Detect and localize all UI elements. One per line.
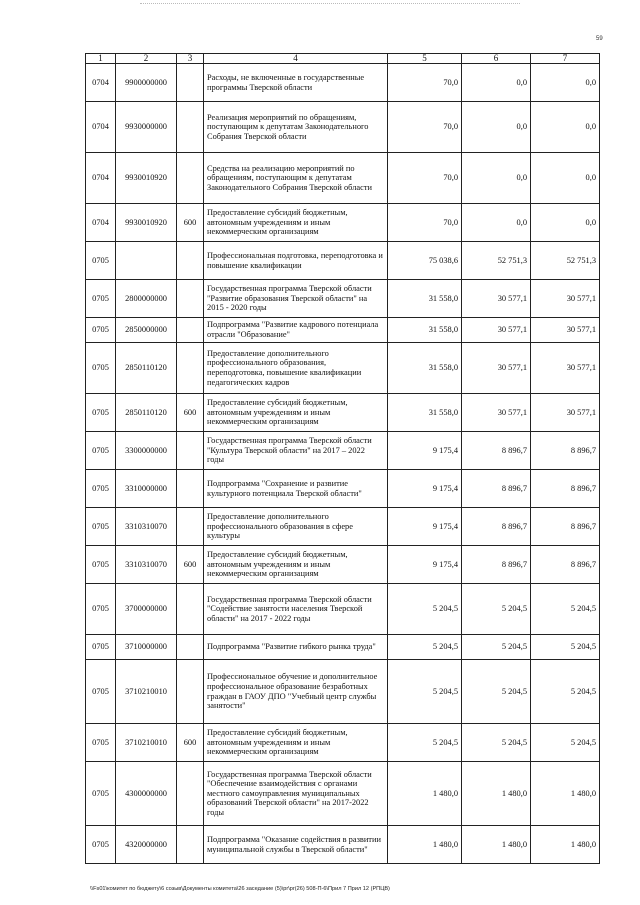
- header-row: [86, 54, 600, 64]
- value-6-cell: 5 204,5: [462, 724, 531, 762]
- col-header-7: 7: [531, 54, 600, 64]
- value-6-cell: 8 896,7: [462, 432, 531, 470]
- expense-type-cell: [177, 343, 204, 394]
- expense-type-cell: [177, 153, 204, 204]
- value-5-cell: 75 038,6: [388, 242, 462, 280]
- code-cell: 3310310070: [116, 546, 177, 584]
- file-path-footer: \\Fs01\комитет по бюджету\6 созыв\Документы комитета\26 заседание (5)\pr\pr(26) 508-П-6\Прил 7 Прил 12 (РПЦВ): [90, 886, 390, 892]
- expense-type-cell: [177, 635, 204, 660]
- expense-type-cell: [177, 762, 204, 826]
- value-7-cell: 8 896,7: [531, 432, 600, 470]
- name-cell: Предоставление субсидий бюджетным, автономным учреждениям и иным некоммерческим организациям: [204, 204, 388, 242]
- name-cell: Предоставление субсидий бюджетным, автономным учреждениям и иным некоммерческим организациям: [204, 546, 388, 584]
- table-row: [86, 204, 600, 242]
- value-7-cell: 5 204,5: [531, 584, 600, 635]
- code-cell: 3310310070: [116, 508, 177, 546]
- code-cell: 3710000000: [116, 635, 177, 660]
- section-cell: 0705: [86, 280, 116, 318]
- code-cell: 9900000000: [116, 64, 177, 102]
- name-cell: Подпрограмма "Сохранение и развитие культурного потенциала Тверской области": [204, 470, 388, 508]
- section-cell: 0704: [86, 204, 116, 242]
- value-5-cell: 31 558,0: [388, 318, 462, 343]
- name-cell: Предоставление субсидий бюджетным, автономным учреждениям и иным некоммерческим организациям: [204, 724, 388, 762]
- table-row: [86, 343, 600, 394]
- value-7-cell: 0,0: [531, 204, 600, 242]
- value-7-cell: 5 204,5: [531, 724, 600, 762]
- expense-type-cell: [177, 242, 204, 280]
- table-row: [86, 318, 600, 343]
- expense-type-cell: [177, 826, 204, 864]
- value-5-cell: 9 175,4: [388, 470, 462, 508]
- table-row: [86, 64, 600, 102]
- value-7-cell: 5 204,5: [531, 660, 600, 724]
- table-row: [86, 394, 600, 432]
- name-cell: Государственная программа Тверской области "Развитие образования Тверской области" на 2015 - 2020 годы: [204, 280, 388, 318]
- col-header-4: 4: [204, 54, 388, 64]
- section-cell: 0705: [86, 762, 116, 826]
- value-5-cell: 70,0: [388, 102, 462, 153]
- expense-type-cell: [177, 660, 204, 724]
- table-row: [86, 242, 600, 280]
- section-cell: 0705: [86, 724, 116, 762]
- name-cell: Средства на реализацию мероприятий по обращениям, поступающим к депутатам Законодательного Собрания Тверской области: [204, 153, 388, 204]
- expense-type-cell: 600: [177, 546, 204, 584]
- value-6-cell: 30 577,1: [462, 394, 531, 432]
- value-7-cell: 1 480,0: [531, 826, 600, 864]
- code-cell: 3300000000: [116, 432, 177, 470]
- value-5-cell: 70,0: [388, 64, 462, 102]
- table-row: [86, 724, 600, 762]
- value-7-cell: 5 204,5: [531, 635, 600, 660]
- expense-type-cell: [177, 470, 204, 508]
- value-7-cell: 8 896,7: [531, 470, 600, 508]
- code-cell: 9930010920: [116, 204, 177, 242]
- section-cell: 0704: [86, 64, 116, 102]
- value-6-cell: 8 896,7: [462, 546, 531, 584]
- value-6-cell: 30 577,1: [462, 318, 531, 343]
- table-row: [86, 153, 600, 204]
- table-row: [86, 280, 600, 318]
- value-6-cell: 30 577,1: [462, 343, 531, 394]
- page-number: 59: [596, 36, 603, 42]
- expense-type-cell: 600: [177, 724, 204, 762]
- col-header-3: 3: [177, 54, 204, 64]
- value-7-cell: 52 751,3: [531, 242, 600, 280]
- section-cell: 0705: [86, 826, 116, 864]
- code-cell: 3710210010: [116, 724, 177, 762]
- value-7-cell: 8 896,7: [531, 546, 600, 584]
- value-6-cell: 0,0: [462, 204, 531, 242]
- value-5-cell: 5 204,5: [388, 635, 462, 660]
- code-cell: 3310000000: [116, 470, 177, 508]
- value-7-cell: 0,0: [531, 64, 600, 102]
- expense-type-cell: [177, 318, 204, 343]
- expense-type-cell: 600: [177, 204, 204, 242]
- value-6-cell: 8 896,7: [462, 470, 531, 508]
- code-cell: 3710210010: [116, 660, 177, 724]
- value-7-cell: 30 577,1: [531, 318, 600, 343]
- table-row: [86, 826, 600, 864]
- value-7-cell: 1 480,0: [531, 762, 600, 826]
- section-cell: 0705: [86, 660, 116, 724]
- code-cell: 3700000000: [116, 584, 177, 635]
- table-row: [86, 584, 600, 635]
- name-cell: Предоставление субсидий бюджетным, автономным учреждениям и иным некоммерческим организациям: [204, 394, 388, 432]
- name-cell: Предоставление дополнительного профессионального образования в сфере культуры: [204, 508, 388, 546]
- code-cell: [116, 242, 177, 280]
- top-scan-line: [140, 3, 520, 5]
- expense-type-cell: [177, 280, 204, 318]
- value-6-cell: 1 480,0: [462, 826, 531, 864]
- section-cell: 0705: [86, 432, 116, 470]
- value-5-cell: 31 558,0: [388, 343, 462, 394]
- col-header-5: 5: [388, 54, 462, 64]
- table-row: [86, 762, 600, 826]
- value-7-cell: 30 577,1: [531, 343, 600, 394]
- value-6-cell: 5 204,5: [462, 584, 531, 635]
- section-cell: 0704: [86, 102, 116, 153]
- value-5-cell: 9 175,4: [388, 546, 462, 584]
- value-5-cell: 9 175,4: [388, 432, 462, 470]
- value-5-cell: 5 204,5: [388, 724, 462, 762]
- value-6-cell: 0,0: [462, 64, 531, 102]
- value-7-cell: 8 896,7: [531, 508, 600, 546]
- value-5-cell: 5 204,5: [388, 584, 462, 635]
- expense-type-cell: [177, 584, 204, 635]
- value-6-cell: 52 751,3: [462, 242, 531, 280]
- section-cell: 0705: [86, 318, 116, 343]
- value-6-cell: 1 480,0: [462, 762, 531, 826]
- code-cell: 9930010920: [116, 153, 177, 204]
- budget-table: [85, 53, 600, 864]
- value-6-cell: 8 896,7: [462, 508, 531, 546]
- code-cell: 2850110120: [116, 343, 177, 394]
- table-row: [86, 635, 600, 660]
- expense-type-cell: [177, 432, 204, 470]
- value-5-cell: 70,0: [388, 204, 462, 242]
- name-cell: Реализация мероприятий по обращениям, поступающим к депутатам Законодательного Собрания Тверской области: [204, 102, 388, 153]
- table-row: [86, 470, 600, 508]
- col-header-6: 6: [462, 54, 531, 64]
- code-cell: 9930000000: [116, 102, 177, 153]
- table-row: [86, 546, 600, 584]
- value-5-cell: 1 480,0: [388, 826, 462, 864]
- section-cell: 0705: [86, 546, 116, 584]
- section-cell: 0705: [86, 343, 116, 394]
- name-cell: Подпрограмма "Развитие гибкого рынка труда": [204, 635, 388, 660]
- value-5-cell: 31 558,0: [388, 280, 462, 318]
- value-6-cell: 0,0: [462, 153, 531, 204]
- value-5-cell: 1 480,0: [388, 762, 462, 826]
- expense-type-cell: 600: [177, 394, 204, 432]
- name-cell: Подпрограмма "Оказание содействия в развитии муниципальной службы в Тверской области": [204, 826, 388, 864]
- code-cell: 2850110120: [116, 394, 177, 432]
- value-6-cell: 5 204,5: [462, 660, 531, 724]
- col-header-2: 2: [116, 54, 177, 64]
- name-cell: Профессиональное обучение и дополнительное профессиональное образование безработных граждан в ГАОУ ДПО "Учебный центр службы занятости": [204, 660, 388, 724]
- value-5-cell: 31 558,0: [388, 394, 462, 432]
- section-cell: 0705: [86, 470, 116, 508]
- name-cell: Государственная программа Тверской области "Культура Тверской области" на 2017 – 2022 годы: [204, 432, 388, 470]
- col-header-1: 1: [86, 54, 116, 64]
- table-row: [86, 432, 600, 470]
- name-cell: Профессиональная подготовка, переподготовка и повышение квалификации: [204, 242, 388, 280]
- value-6-cell: 0,0: [462, 102, 531, 153]
- value-6-cell: 5 204,5: [462, 635, 531, 660]
- name-cell: Расходы, не включенные в государственные программы Тверской области: [204, 64, 388, 102]
- section-cell: 0705: [86, 635, 116, 660]
- code-cell: 2800000000: [116, 280, 177, 318]
- value-6-cell: 30 577,1: [462, 280, 531, 318]
- value-7-cell: 0,0: [531, 102, 600, 153]
- value-5-cell: 5 204,5: [388, 660, 462, 724]
- table-row: [86, 102, 600, 153]
- name-cell: Подпрограмма "Развитие кадрового потенциала отрасли "Образование": [204, 318, 388, 343]
- value-5-cell: 9 175,4: [388, 508, 462, 546]
- section-cell: 0704: [86, 153, 116, 204]
- section-cell: 0705: [86, 394, 116, 432]
- code-cell: 4320000000: [116, 826, 177, 864]
- value-7-cell: 0,0: [531, 153, 600, 204]
- value-5-cell: 70,0: [388, 153, 462, 204]
- table-row: [86, 508, 600, 546]
- name-cell: Предоставление дополнительного профессионального образования, переподготовка, повышение квалификации педагогических кадров: [204, 343, 388, 394]
- value-7-cell: 30 577,1: [531, 394, 600, 432]
- code-cell: 2850000000: [116, 318, 177, 343]
- code-cell: 4300000000: [116, 762, 177, 826]
- table-row: [86, 660, 600, 724]
- value-7-cell: 30 577,1: [531, 280, 600, 318]
- expense-type-cell: [177, 102, 204, 153]
- name-cell: Государственная программа Тверской области "Обеспечение взаимодействия с органами местного самоуправления муниципальных образований Тверской области" на 2017-2022 годы: [204, 762, 388, 826]
- expense-type-cell: [177, 64, 204, 102]
- section-cell: 0705: [86, 584, 116, 635]
- section-cell: 0705: [86, 242, 116, 280]
- section-cell: 0705: [86, 508, 116, 546]
- expense-type-cell: [177, 508, 204, 546]
- name-cell: Государственная программа Тверской области "Содействие занятости населения Тверской области" на 2017 - 2022 годы: [204, 584, 388, 635]
